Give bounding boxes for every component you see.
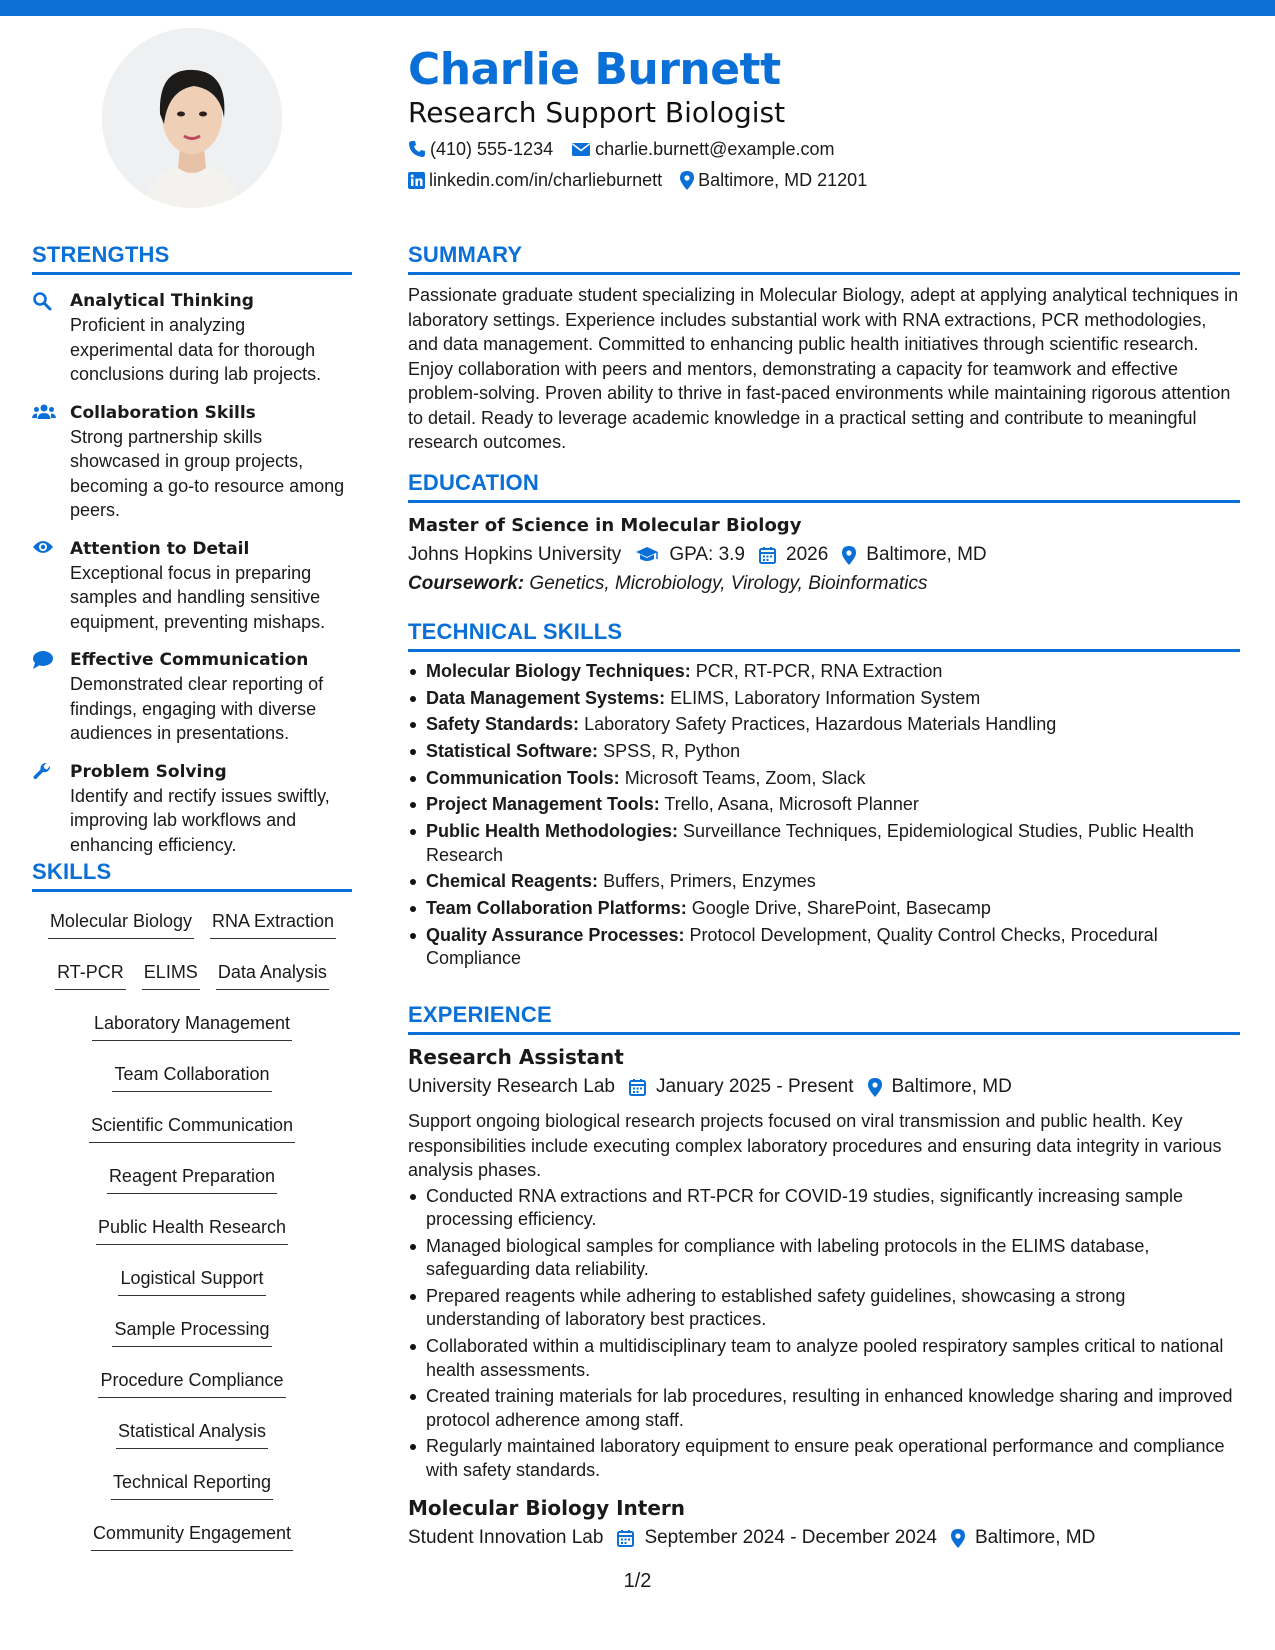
graduation-cap-icon (635, 546, 659, 564)
email-text: charlie.burnett@example.com (595, 139, 835, 159)
org-item (408, 1524, 603, 1552)
skill-value: SPSS, R, Python (603, 741, 741, 762)
location-contact (680, 168, 867, 192)
summary-text: Passionate graduate student specializing in Molecular Biology, adept at applying analytical techniques in laboratory settings. Experience includes substantial work with RNA extractions, PCR methodologies, and data management. Committed to enhancing public health initiatives through scientific research. Enjoy collaboration with peers and mentors, demonstrating a capacity for teamwork and effective problem-solving. Proven ability to thrive in fast-paced environments while maintaining rigorous attention to detail. Ready to leverage academic knowledge in a practical setting and contribute to meaningful research outcomes. (408, 285, 1239, 452)
job-location-item (951, 1524, 1095, 1552)
list-item: Collaborated within a multidisciplinary team to analyze pooled respiratory samples critical to national health assessments. (408, 1335, 1240, 1382)
skill-label: Statistical Software: (426, 741, 599, 762)
job-entry (408, 1494, 1240, 1552)
skill-value: Laboratory Safety Practices, Hazardous Materials Handling (584, 714, 1057, 735)
calendar-icon (759, 546, 776, 564)
strength-description: Exceptional focus in preparing samples and handling sensitive equipment, preventing mishaps. (70, 562, 326, 632)
skill-label: Communication Tools: (426, 767, 620, 788)
candidate-name: Charlie Burnett (408, 44, 781, 95)
skill-chip: Logistical Support (118, 1261, 265, 1296)
map-pin-icon (680, 171, 694, 190)
list-item (408, 897, 1240, 921)
skill-chip: ELIMS (142, 955, 200, 990)
list-item: Managed biological samples for compliance with labeling protocols in the ELIMS database, safeguarding data reliability. (408, 1235, 1240, 1282)
list-item (408, 713, 1240, 737)
skill-value: Buffers, Primers, Enzymes (603, 871, 816, 892)
coursework-list: Genetics, Microbiology, Virology, Bioinformatics (529, 573, 928, 594)
skill-label: Quality Assurance Processes: (426, 924, 685, 945)
list-item (408, 870, 1240, 894)
skill-label: Safety Standards: (426, 714, 580, 735)
skill-chip: Public Health Research (96, 1210, 288, 1245)
phone-contact[interactable] (408, 137, 553, 161)
strength-item (32, 537, 352, 635)
eye-icon (32, 537, 70, 635)
strength-title: Attention to Detail (70, 538, 250, 559)
job-meta (408, 1524, 1240, 1552)
calendar-icon (617, 1529, 634, 1547)
contact-row (408, 168, 1240, 192)
education-section (408, 470, 1240, 599)
skill-chip: Molecular Biology (48, 904, 194, 939)
gpa-item (635, 541, 745, 569)
summary-heading: SUMMARY (408, 242, 1240, 275)
edu-location-text: Baltimore, MD (866, 544, 987, 565)
list-item: Prepared reagents while adhering to established safety guidelines, showcasing a strong understanding of laboratory best practices. (408, 1285, 1240, 1332)
experience-section (408, 1002, 1240, 1552)
skill-label: Data Management Systems: (426, 687, 666, 708)
skill-chip: Sample Processing (112, 1312, 271, 1347)
skill-value: ELIMS, Laboratory Information System (670, 687, 981, 708)
skill-chip: Reagent Preparation (107, 1159, 277, 1194)
strength-item (32, 289, 352, 387)
list-item (408, 687, 1240, 711)
list-item (408, 767, 1240, 791)
school-text: Johns Hopkins University (408, 544, 622, 565)
wrench-icon (32, 760, 70, 858)
list-item: Regularly maintained laboratory equipment to ensure peak operational performance and compliance with safety standards. (408, 1435, 1240, 1482)
users-icon (32, 401, 70, 523)
skills-heading: SKILLS (32, 859, 352, 892)
experience-heading: EXPERIENCE (408, 1002, 1240, 1035)
strength-item (32, 401, 352, 523)
edu-location-item (842, 541, 986, 569)
job-title: Research Assistant (408, 1045, 624, 1069)
map-pin-icon (868, 1078, 882, 1097)
org-text: University Research Lab (408, 1076, 615, 1097)
org-text: Student Innovation Lab (408, 1527, 604, 1549)
strength-item (32, 648, 352, 746)
skill-label: Molecular Biology Techniques: (426, 661, 691, 681)
skill-chip: Technical Reporting (111, 1465, 273, 1500)
map-pin-icon (842, 546, 856, 565)
search-icon (32, 289, 70, 387)
skill-chip: Procedure Compliance (98, 1363, 285, 1398)
org-item (408, 1073, 615, 1101)
education-meta (408, 541, 1240, 569)
job-title: Molecular Biology Intern (408, 1496, 685, 1521)
strength-title: Collaboration Skills (70, 402, 256, 423)
skill-value: Protocol Development, Quality Control Checks, Procedural Compliance (426, 924, 1158, 969)
phone-text: (410) 555-1234 (430, 139, 554, 159)
skill-label: Chemical Reagents: (426, 871, 599, 892)
top-accent-bar (0, 0, 1275, 16)
list-item: Created training materials for lab procedures, resulting in enhanced knowledge sharing and improved protocol adherence among staff. (408, 1385, 1240, 1432)
coursework (408, 569, 1240, 599)
strengths-heading: STRENGTHS (32, 242, 352, 275)
skill-chip: RNA Extraction (210, 904, 336, 939)
list-item (408, 793, 1240, 817)
list-item: Conducted RNA extractions and RT-PCR for COVID-19 studies, significantly increasing sample processing efficiency. (408, 1185, 1240, 1232)
strengths-section (32, 242, 352, 857)
skill-chip: Team Collaboration (112, 1057, 271, 1092)
strength-item (32, 760, 352, 858)
skill-label: Team Collaboration Platforms: (426, 898, 687, 918)
job-summary: Support ongoing biological research projects focused on viral transmission and public health. Key responsibilities include executing complex laboratory procedures and ensuring data integrity in various analysis phases. (408, 1111, 1222, 1180)
dates-text: September 2024 - December 2024 (644, 1527, 937, 1549)
job-location-item (868, 1073, 1012, 1101)
skill-value: Google Drive, SharePoint, Basecamp (691, 898, 991, 918)
strength-description: Proficient in analyzing experimental data for thorough conclusions during lab projects. (70, 315, 322, 384)
list-item (408, 660, 1240, 684)
job-location-text: Baltimore, MD (891, 1076, 1012, 1097)
school-name (408, 541, 621, 569)
skill-value: Trello, Asana, Microsoft Planner (664, 794, 919, 815)
gpa-text: GPA: 3.9 (669, 544, 745, 565)
technical-skills-heading: TECHNICAL SKILLS (408, 619, 1240, 652)
strength-title: Analytical Thinking (70, 291, 254, 311)
job-bullets (408, 1185, 1240, 1483)
dates-item (617, 1524, 937, 1552)
chat-bubble-icon (32, 648, 70, 746)
calendar-icon (629, 1078, 646, 1096)
phone-icon (408, 140, 426, 158)
summary-section (408, 242, 1240, 455)
skill-chip: Statistical Analysis (116, 1414, 268, 1449)
email-contact[interactable] (571, 137, 834, 161)
page-number: 1/2 (623, 1570, 652, 1592)
candidate-role: Research Support Biologist (408, 96, 786, 129)
list-item (408, 740, 1240, 764)
year-item (759, 541, 828, 569)
list-item (408, 924, 1240, 971)
technical-skills-list (408, 660, 1240, 971)
dates-item (629, 1073, 854, 1101)
skill-chip: Data Analysis (216, 955, 329, 990)
job-entry (408, 1043, 1240, 1482)
skill-chip: RT-PCR (55, 955, 126, 990)
year-text: 2026 (786, 544, 829, 565)
skill-chip: Community Engagement (91, 1516, 293, 1551)
strength-title: Effective Communication (70, 650, 309, 670)
skills-list (32, 904, 352, 1567)
skill-chip: Laboratory Management (92, 1006, 292, 1041)
skill-label: Public Health Methodologies: (426, 821, 679, 842)
linkedin-icon (408, 172, 425, 189)
skill-chip: Scientific Communication (89, 1108, 295, 1143)
right-column (408, 16, 1240, 1549)
skills-section (32, 859, 352, 1567)
skill-value: Surveillance Techniques, Epidemiological Studies, Public Health Research (426, 821, 1194, 865)
strength-description: Identify and rectify issues swiftly, improving lab workflows and enhancing efficiency. (70, 785, 330, 855)
job-meta (408, 1073, 1240, 1101)
skill-label: Project Management Tools: (426, 794, 660, 815)
skill-value: Microsoft Teams, Zoom, Slack (624, 767, 866, 788)
dates-text: January 2025 - Present (655, 1076, 854, 1097)
linkedin-text: linkedin.com/in/charlieburnett (429, 170, 663, 190)
location-text: Baltimore, MD 21201 (698, 170, 868, 190)
envelope-icon (571, 141, 591, 157)
profile-photo (102, 28, 282, 208)
degree-title: Master of Science in Molecular Biology (408, 515, 802, 536)
education-heading: EDUCATION (408, 470, 1240, 503)
skill-value: PCR, RT-PCR, RNA Extraction (695, 661, 943, 681)
strength-description: Strong partnership skills showcased in group projects, becoming a go-to resource among peers. (70, 426, 345, 520)
list-item (408, 820, 1240, 867)
map-pin-icon (951, 1529, 965, 1548)
coursework-label: Coursework: (408, 573, 525, 594)
strength-description: Demonstrated clear reporting of findings, engaging with diverse audiences in presentations. (70, 674, 324, 743)
job-location-text: Baltimore, MD (975, 1527, 1096, 1549)
contact-row (408, 137, 1240, 161)
strength-title: Problem Solving (70, 761, 227, 782)
linkedin-contact[interactable] (408, 168, 662, 192)
technical-skills-section (408, 619, 1240, 974)
